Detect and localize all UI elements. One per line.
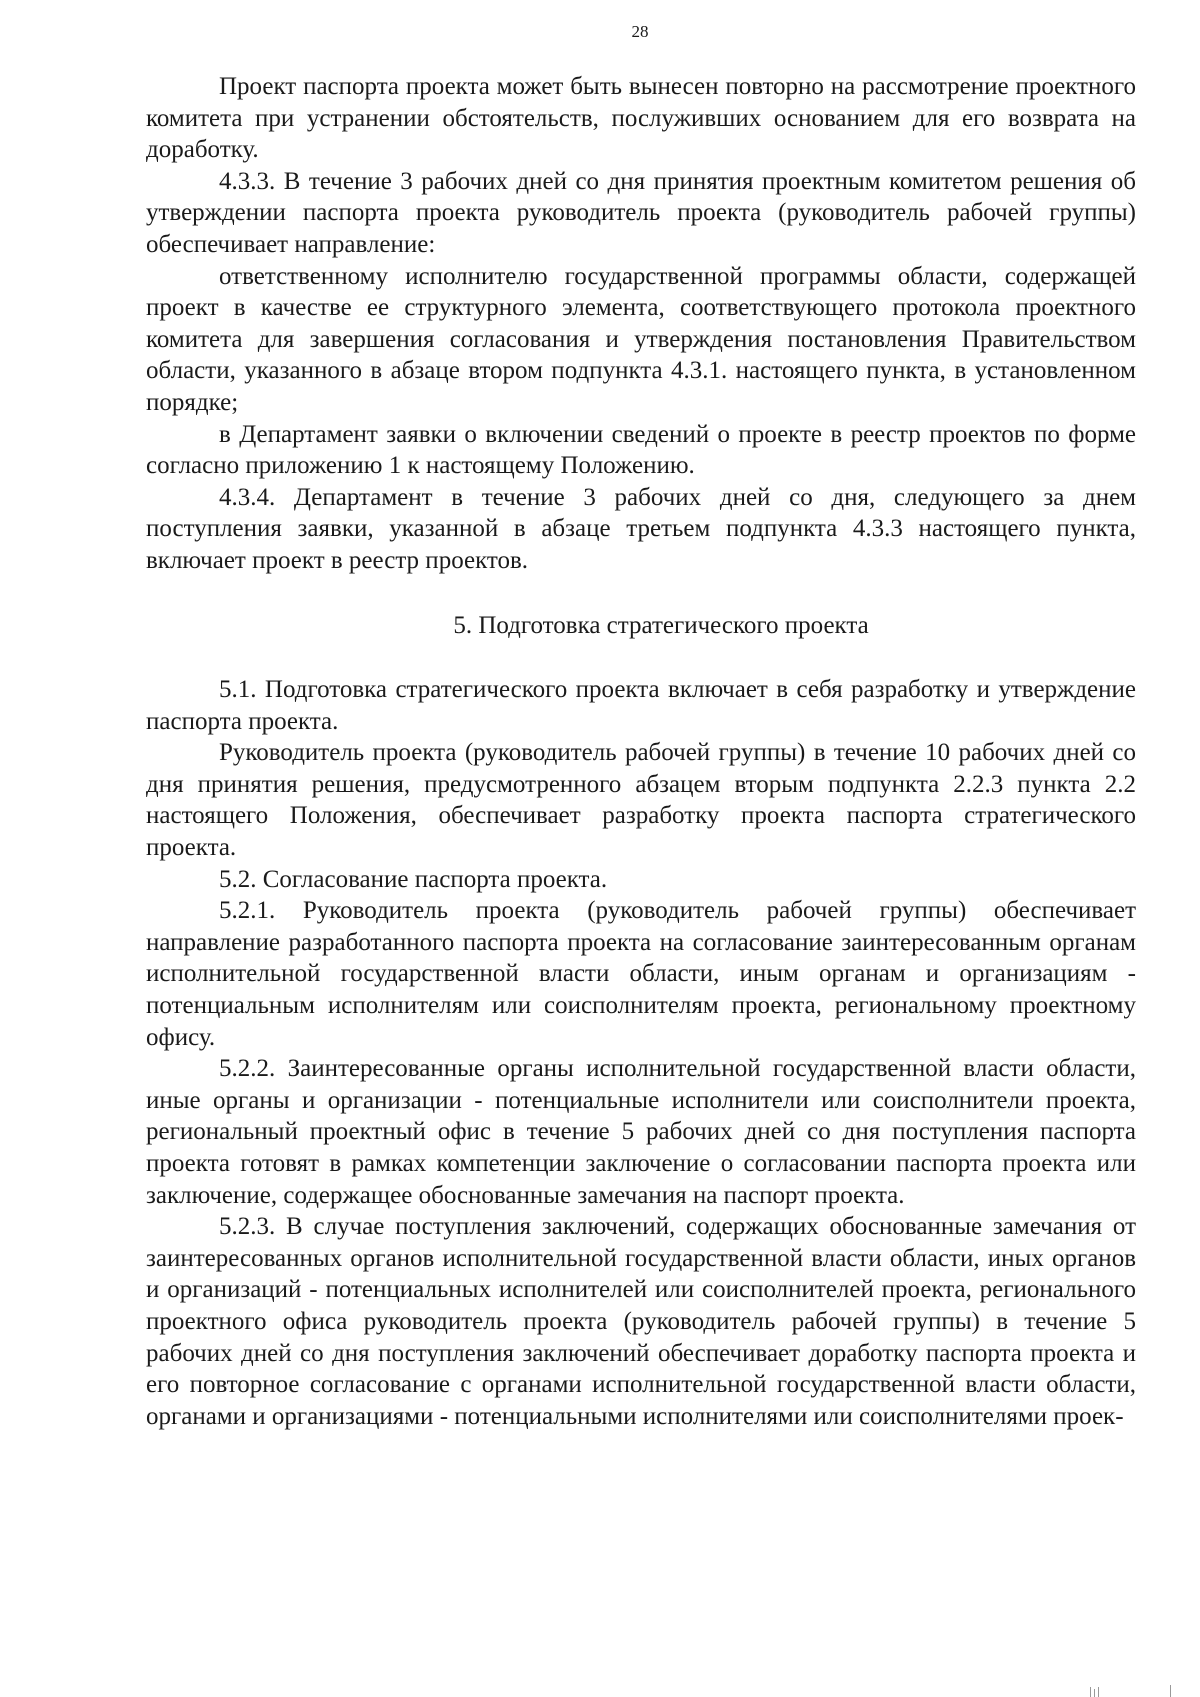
paragraph-4-3-3: 4.3.3. В течение 3 рабочих дней со дня принятия проектным комитетом решения об утверждении паспорта проекта руководитель проекта (руководитель рабочей группы) обеспечивает направление: bbox=[146, 167, 1136, 258]
paragraph-5-2-3: 5.2.3. В случае поступления заключений, содержащих обоснованные замечания от заинтересованных органов исполнительной государственной власти области, иных органов и организаций - потенциальных исполнителей или соисполнителей проекта, регионального проектного офиса руководитель проекта (руководитель рабочей группы) в течение 5 рабочих дней со дня поступления заключений обеспечивает доработку паспорта проекта и его повторное согласование с органами исполнительной государственной власти области, органами и организациями - потенциальными исполнителями или соисполнителями проек- bbox=[146, 1213, 1136, 1430]
scan-marks bbox=[1090, 1680, 1200, 1697]
paragraph-5-2-1: 5.2.1. Руководитель проекта (руководитель рабочей группы) обеспечивает направление разработанного паспорта проекта на согласование заинтересованным органам исполнительной государственной власти области, иным органам и организациям - потенциальным исполнителям или соисполнителям проекта, региональному проектному офису. bbox=[146, 897, 1136, 1051]
paragraph-5-1: 5.1. Подготовка стратегического проекта включает в себя разработку и утверждение паспорта проекта. bbox=[146, 676, 1136, 735]
paragraph: Руководитель проекта (руководитель рабочей группы) в течение 10 рабочих дней со дня принятия решения, предусмотренного абзацем вторым подпункта 2.2.3 пункта 2.2 настоящего Положения, обеспечивает разработку проекта паспорта стратегического проекта. bbox=[146, 739, 1136, 862]
paragraph-5-2: 5.2. Согласование паспорта проекта. bbox=[219, 865, 608, 893]
paragraph: в Департамент заявки о включении сведений о проекте в реестр проектов по форме согласно приложению 1 к настоящему Положению. bbox=[146, 420, 1136, 480]
paragraph: ответственному исполнителю государственной программы области, содержащей проект в качестве ее структурного элемента, соответствующего протокола проектного комитета для завершения согласования и утверждения постановления Правительством области, указанного в абзаце втором подпункта 4.3.1. настоящего пункта, в установленном порядке; bbox=[146, 262, 1136, 416]
document-body bbox=[146, 71, 1136, 1432]
section-heading: 5. Подготовка стратегического проекта bbox=[453, 611, 869, 639]
paragraph-5-2-2: 5.2.2. Заинтересованные органы исполнительной государственной власти области, иные органы и организации - потенциальные исполнители или соисполнители проекта, региональный проектный офис в течение 5 рабочих дней со дня поступления паспорта проекта готовят в рамках компетенции заключение о согласовании паспорта проекта или заключение, содержащее обоснованные замечания на паспорт проекта. bbox=[146, 1055, 1136, 1209]
page-number: 28 bbox=[631, 22, 649, 41]
paragraph-4-3-4: 4.3.4. Департамент в течение 3 рабочих дней со дня, следующего за днем поступления заявки, указанной в абзаце третьем подпункта 4.3.3 настоящего пункта, включает проект в реестр проектов. bbox=[146, 483, 1136, 574]
paragraph: Проект паспорта проекта может быть вынесен повторно на рассмотрение проектного комитета при устранении обстоятельств, послуживших основанием для его возврата на доработку. bbox=[146, 73, 1136, 164]
